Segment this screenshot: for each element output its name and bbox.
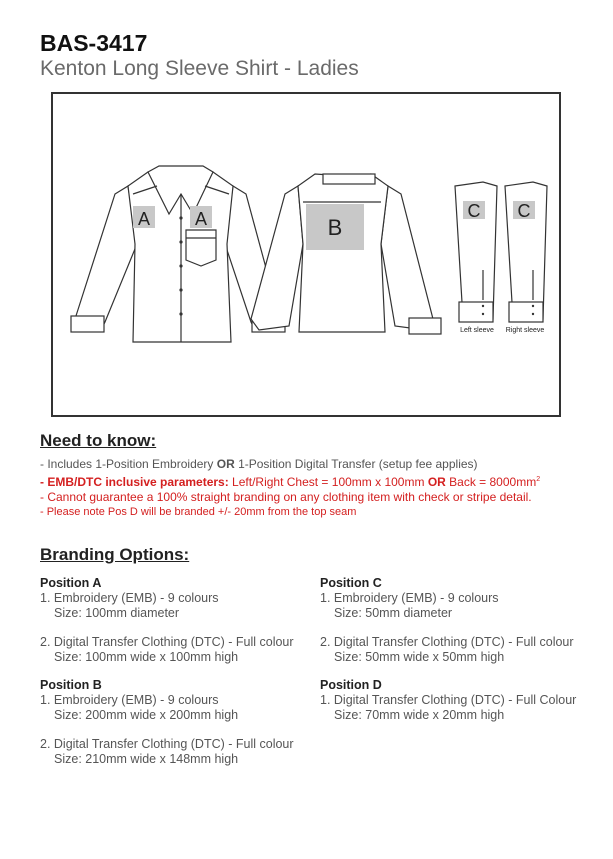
front-left-cuff (71, 316, 104, 332)
shirt-drawing (53, 94, 563, 419)
position-b-heading: Position B (40, 678, 102, 692)
position-d-heading: Position D (320, 678, 382, 692)
note-straight-branding: - Cannot guarantee a 100% straight branding on any clothing item with check or stripe detail. (40, 490, 532, 504)
left-sleeve-cuff (459, 302, 493, 322)
position-a-heading: Position A (40, 576, 102, 590)
position-c-heading: Position C (320, 576, 382, 590)
position-a-option-1: 1. Embroidery (EMB) - 9 colours (40, 591, 219, 605)
product-code: BAS-3417 (40, 30, 148, 56)
position-d-block (320, 678, 576, 723)
marker-c-right: C (517, 201, 531, 221)
product-name: Kenton Long Sleeve Shirt - Ladies (40, 57, 359, 80)
position-d-option-1: 1. Digital Transfer Clothing (DTC) - Full Colour (320, 693, 577, 707)
marker-a-left: A (137, 209, 151, 229)
position-d-option-1-size: Size: 70mm wide x 20mm high (334, 708, 505, 722)
note-pos-d: - Please note Pos D will be branded +/- 20mm from the top seam (40, 506, 357, 518)
position-a-option-1-size: Size: 100mm diameter (54, 606, 180, 620)
position-c-option-2-size: Size: 50mm wide x 50mm high (334, 650, 505, 664)
need-to-know-list (40, 457, 540, 520)
left-sleeve-label: Left sleeve (460, 327, 494, 334)
position-b-option-1: 1. Embroidery (EMB) - 9 colours (40, 693, 219, 707)
marker-a-right: A (194, 209, 208, 229)
marker-b: B (327, 215, 343, 240)
marker-c-left: C (467, 201, 481, 221)
front-left-sleeve (73, 186, 137, 330)
position-c-option-1-size: Size: 50mm diameter (334, 606, 453, 620)
position-a-option-2: 2. Digital Transfer Clothing (DTC) - Full colour (40, 635, 294, 649)
garment-illustration (51, 92, 561, 417)
position-b-option-2: 2. Digital Transfer Clothing (DTC) - Full colour (40, 737, 294, 751)
need-to-know-title: Need to know: (40, 431, 157, 450)
back-collar (323, 174, 375, 184)
note-parameters: - EMB/DTC inclusive parameters: Left/Right Chest = 100mm x 100mm OR Back = $8000mm^2$ (40, 475, 541, 489)
position-a-option-2-size: Size: 100mm wide x 100mm high (54, 650, 239, 664)
right-sleeve-label: Right sleeve (505, 327, 545, 334)
position-b-option-2-size: Size: 210mm wide x 148mm high (54, 752, 239, 766)
back-body (298, 174, 388, 332)
position-b-block (40, 678, 294, 767)
position-c-option-2: 2. Digital Transfer Clothing (DTC) - Full colour (320, 635, 574, 649)
back-right-cuff (409, 318, 441, 334)
note-includes: - Includes 1-Position Embroidery OR 1-Position Digital Transfer (setup fee applies) (40, 457, 478, 471)
position-c-block (320, 576, 574, 665)
branding-options-title: Branding Options: (40, 545, 190, 564)
position-a-block (40, 576, 294, 665)
position-b-option-1-size: Size: 200mm wide x 200mm high (54, 708, 239, 722)
front-pocket (186, 230, 216, 266)
back-right-sleeve (381, 186, 433, 330)
position-c-option-1: 1. Embroidery (EMB) - 9 colours (320, 591, 499, 605)
right-sleeve-cuff (509, 302, 543, 322)
